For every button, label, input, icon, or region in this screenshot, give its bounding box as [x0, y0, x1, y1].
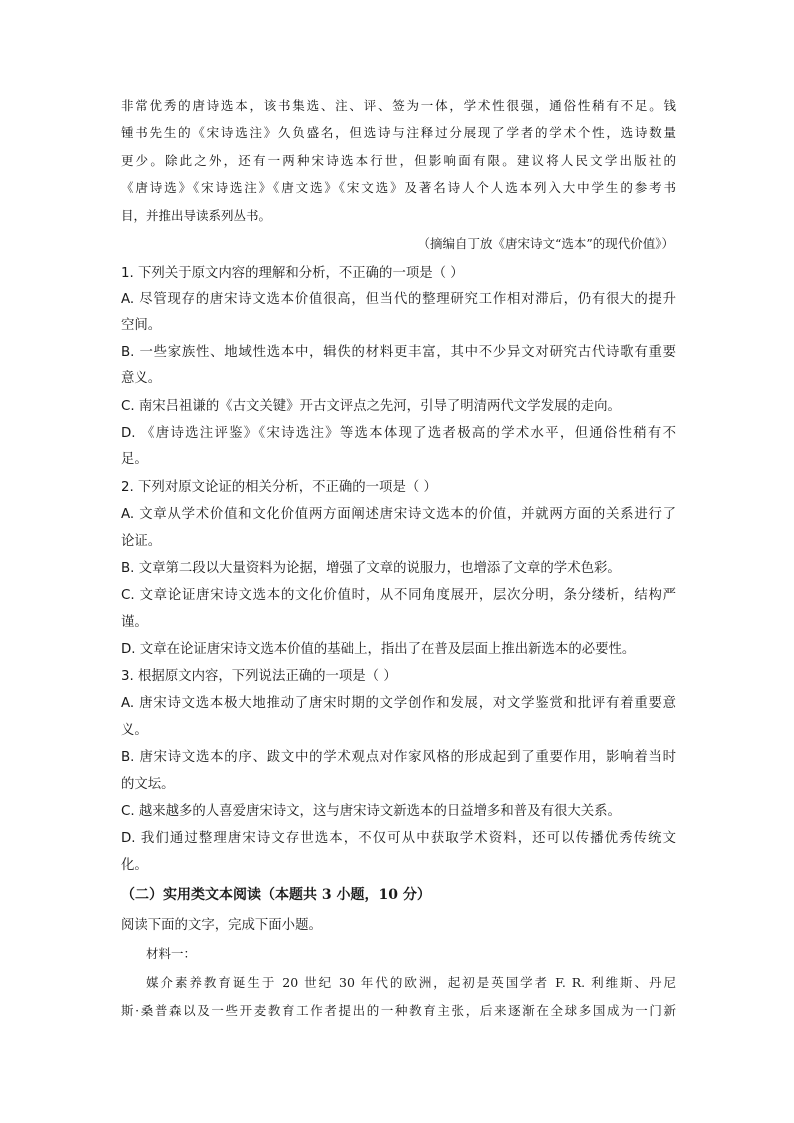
option-line: 谨。	[121, 615, 148, 630]
option-line: C. 文章论证唐宋诗文选本的文化价值时，从不同角度展开，层次分明，条分缕析，结构严	[121, 588, 676, 603]
option-line: C. 南宋吕祖谦的《古文关键》开古文评点之先河，引导了明清两代文学发展的走向。	[121, 399, 621, 414]
option-line: A. 尽管现存的唐宋诗文选本价值很高，但当代的整理研究工作相对滞后，仍有很大的提升	[121, 292, 676, 307]
passage-line: 目，并推出导读系列丛书。	[121, 208, 272, 223]
option-line: 义。	[121, 723, 148, 738]
option-line: A. 唐宋诗文选本极大地推动了唐宋时期的文学创作和发展，对文学鉴赏和批评有着重要意	[121, 696, 676, 711]
question-stem: 1. 下列关于原文内容的理解和分析，不正确的一项是（ ）	[121, 266, 464, 281]
passage-source: （摘编自丁放《唐宋诗文“选本”的现代价值》）	[417, 236, 674, 251]
option-line: C. 越来越多的人喜爱唐宋诗文，这与唐宋诗文新选本的日益增多和普及有很大关系。	[121, 804, 621, 819]
option-line: D. 我们通过整理唐宋诗文存世选本，不仅可从中获取学术资料，还可以传播优秀传统文	[121, 831, 676, 846]
option-line: B. 文章第二段以大量资料为论据，增强了文章的说服力，也增添了文章的学术色彩。	[121, 561, 621, 576]
passage-line: 更少。除此之外，还有一两种宋诗选本行世，但影响面有限。建议将人民文学出版社的	[121, 153, 676, 168]
option-line: 空间。	[121, 318, 162, 333]
material-line: 斯·桑普森以及一些开麦教育工作者提出的一种教育主张，后来逐渐在全球多国成为一门新	[121, 1003, 676, 1018]
material-line: 媒介素养教育诞生于 20 世纪 30 年代的欧洲，起初是英国学者 F. R. 利维斯、丹尼	[146, 975, 676, 990]
option-line: D. 文章在论证唐宋诗文选本价值的基础上，指出了在普及层面上推出新选本的必要性。	[121, 642, 636, 657]
option-line: D. 《唐诗选注评鉴》《宋诗选注》等选本体现了选者极高的学术水平，但通俗性稍有不	[121, 426, 676, 441]
option-line: 的文坛。	[121, 777, 175, 792]
passage-line: 非常优秀的唐诗选本，该书集选、注、评、签为一体，学术性很强，通俗性稍有不足。钱	[121, 98, 676, 113]
option-line: 化。	[121, 858, 148, 873]
option-line: 意义。	[121, 371, 162, 386]
option-line: B. 一些家族性、地域性选本中，辑佚的材料更丰富，其中不少异文对研究古代诗歌有重要	[121, 345, 676, 360]
question-stem: 3. 根据原文内容，下列说法正确的一项是（ ）	[121, 669, 397, 684]
passage-line: 《唐诗选》《宋诗选注》《唐文选》《宋文选》及著名诗人个人选本列入大中学生的参考书	[121, 180, 676, 195]
option-line: A. 文章从学术价值和文化价值两方面阐述唐宋诗文选本的价值，并就两方面的关系进行了	[121, 507, 676, 522]
passage-line: 锺书先生的《宋诗选注》久负盛名，但选诗与注释过分展现了学者的学术个性，选诗数量	[121, 125, 676, 140]
section-title: （二）实用类文本阅读（本题共 3 小题，10 分）	[121, 887, 431, 903]
option-line: 论证。	[121, 534, 162, 549]
option-line: 足。	[121, 452, 148, 467]
option-line: B. 唐宋诗文选本的序、跋文中的学术观点对作家风格的形成起到了重要作用，影响着当时	[121, 750, 676, 765]
material-label: 材料一：	[146, 946, 197, 961]
section-instruction: 阅读下面的文字，完成下面小题。	[121, 918, 322, 933]
question-stem: 2. 下列对原文论证的相关分析，不正确的一项是（ ）	[121, 480, 437, 495]
